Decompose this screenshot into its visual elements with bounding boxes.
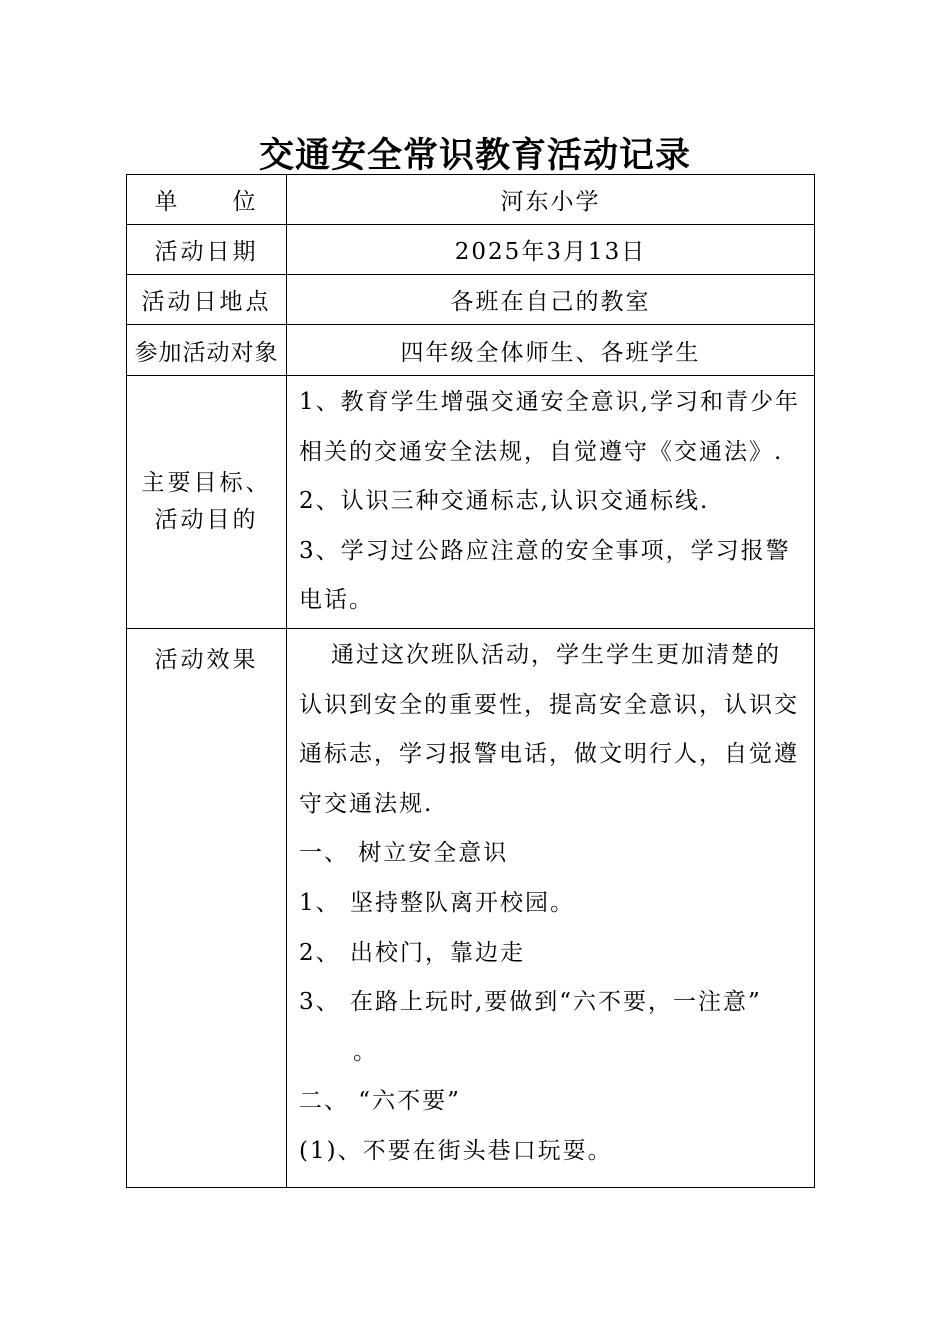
goals-line: 2、认识三种交通标志,认识交通标线.: [299, 488, 710, 515]
effect-content: [287, 629, 815, 1188]
row-participants: [127, 325, 815, 376]
date-value: 2025年3月13日: [287, 225, 815, 275]
location-label: 活动日地点: [127, 275, 287, 325]
location-value: 各班在自己的教室: [287, 275, 815, 325]
goals-label-line1: 主要目标、: [141, 470, 272, 496]
goals-content: [287, 376, 815, 629]
page-title: 交通安全常识教育活动记录: [258, 135, 691, 176]
effect-line: 3、 在路上玩时,要做到“六不要，一注意”: [299, 989, 762, 1016]
participants-label: 参加活动对象: [127, 325, 287, 376]
goals-line: 1、教育学生增强交通安全意识,学习和青少年: [299, 389, 800, 415]
row-effect: [127, 629, 815, 1188]
row-location: [127, 275, 815, 325]
effect-line: 。: [353, 1038, 378, 1065]
unit-label: [127, 175, 287, 225]
date-label: 活动日期: [127, 225, 287, 275]
effect-line: 通过这次班队活动，学生学生更加清楚的: [331, 642, 781, 668]
effect-line: 守交通法规.: [299, 790, 434, 817]
unit-value: 河东小学: [287, 175, 815, 225]
effect-line: 通标志，学习报警电话，做文明行人，自觉遵: [299, 741, 799, 768]
goals-line: 相关的交通安全法规，自觉遵守《交通法》.: [299, 438, 784, 465]
effect-line: 二、 “六不要”: [299, 1088, 461, 1115]
goals-label-line2: 活动目的: [154, 507, 259, 533]
effect-line: 一、 树立安全意识: [299, 840, 509, 867]
unit-label-text: 单 位: [154, 189, 259, 215]
record-table: [126, 174, 815, 1188]
effect-label: 活动效果: [127, 629, 287, 1188]
effect-line: 2、 出校门，靠边走: [299, 939, 525, 966]
goals-line: 3、学习过公路应注意的安全事项，学习报警: [299, 537, 791, 564]
effect-line: (1)、不要在街头巷口玩耍。: [299, 1137, 613, 1164]
effect-line: 1、 坚持整队离开校园。: [299, 889, 575, 916]
row-unit: [127, 175, 815, 225]
effect-line: 认识到安全的重要性，提高安全意识，认识交: [299, 691, 799, 718]
goals-label: [127, 376, 287, 629]
goals-line: 电话。: [299, 587, 374, 614]
participants-value: 四年级全体师生、各班学生: [287, 325, 815, 376]
row-date: [127, 225, 815, 275]
row-goals: [127, 376, 815, 629]
